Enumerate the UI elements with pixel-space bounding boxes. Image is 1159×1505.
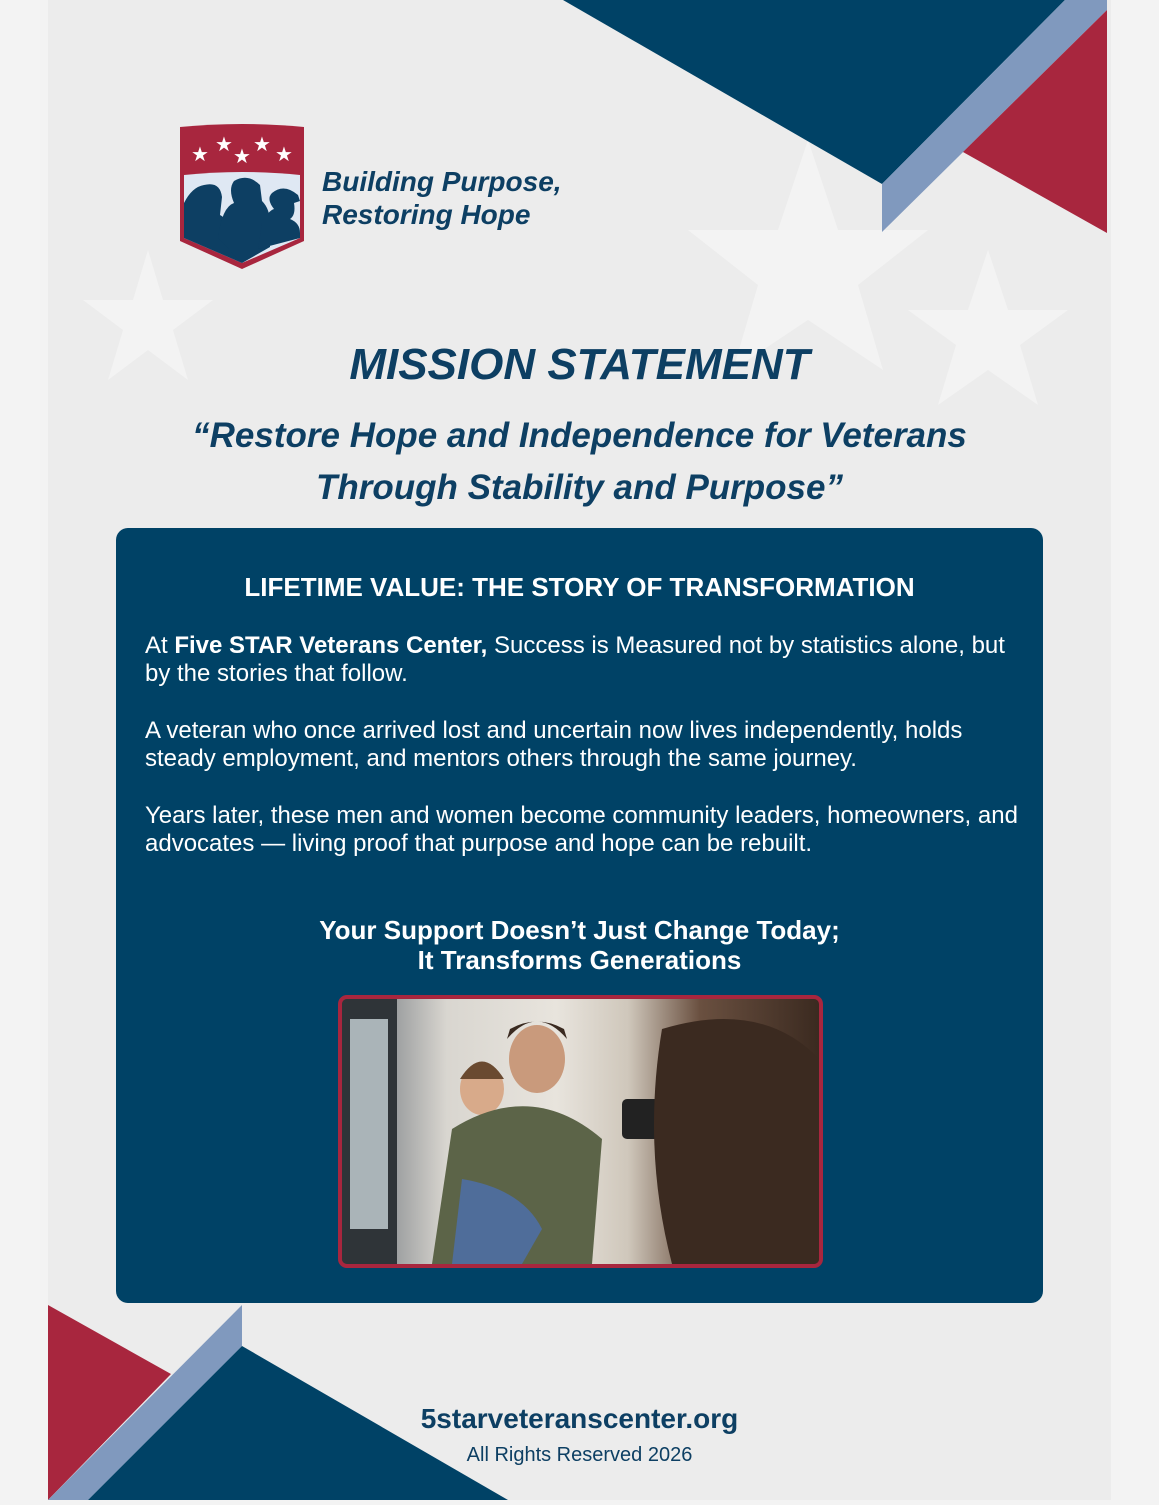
tagline-line-2: Restoring Hope <box>322 199 531 230</box>
paragraph-veteran: A veteran who once arrived lost and uncertain now lives independently, holds steady employment, and mentors others through the same journey. <box>145 717 963 772</box>
logo-tagline <box>322 165 562 231</box>
quote-line-2: Through Stability and Purpose” <box>316 468 843 507</box>
card-heading: LIFETIME VALUE: THE STORY OF TRANSFORMATION <box>244 572 915 602</box>
paragraph-intro <box>145 632 1025 688</box>
veterans-shield-logo <box>178 123 306 271</box>
organization-name: Five STAR Veterans Center, <box>174 632 488 659</box>
support-callout <box>116 915 1043 975</box>
svg-text:★: ★ <box>191 144 209 166</box>
mission-quote <box>0 410 1159 514</box>
quote-line-1: “Restore Hope and Independence for Veterans <box>192 416 967 455</box>
svg-text:★: ★ <box>233 146 251 168</box>
callout-line-1: Your Support Doesn’t Just Change Today; <box>319 915 840 945</box>
lifetime-value-card <box>116 528 1043 1303</box>
callout-line-2: It Transforms Generations <box>417 945 742 975</box>
svg-text:★: ★ <box>253 134 271 156</box>
copyright-text: All Rights Reserved 2026 <box>466 1444 693 1466</box>
mission-title: MISSION STATEMENT <box>349 340 810 389</box>
svg-text:★: ★ <box>215 134 233 156</box>
intro-rest: Success is Measured not by statistics alone, but by the stories that follow. <box>145 632 1005 687</box>
website-link[interactable]: 5starveteranscenter.org <box>420 1403 739 1434</box>
intro-prefix: At <box>145 632 175 659</box>
photo-illustration <box>342 999 819 1264</box>
paragraph-years-later: Years later, these men and women become community leaders, homeowners, and advocates — living proof that purpose and hope can be rebuilt. <box>145 802 1018 857</box>
svg-text:★: ★ <box>275 144 293 166</box>
tagline-line-1: Building Purpose, <box>322 166 562 197</box>
veteran-family-photo <box>338 995 823 1268</box>
